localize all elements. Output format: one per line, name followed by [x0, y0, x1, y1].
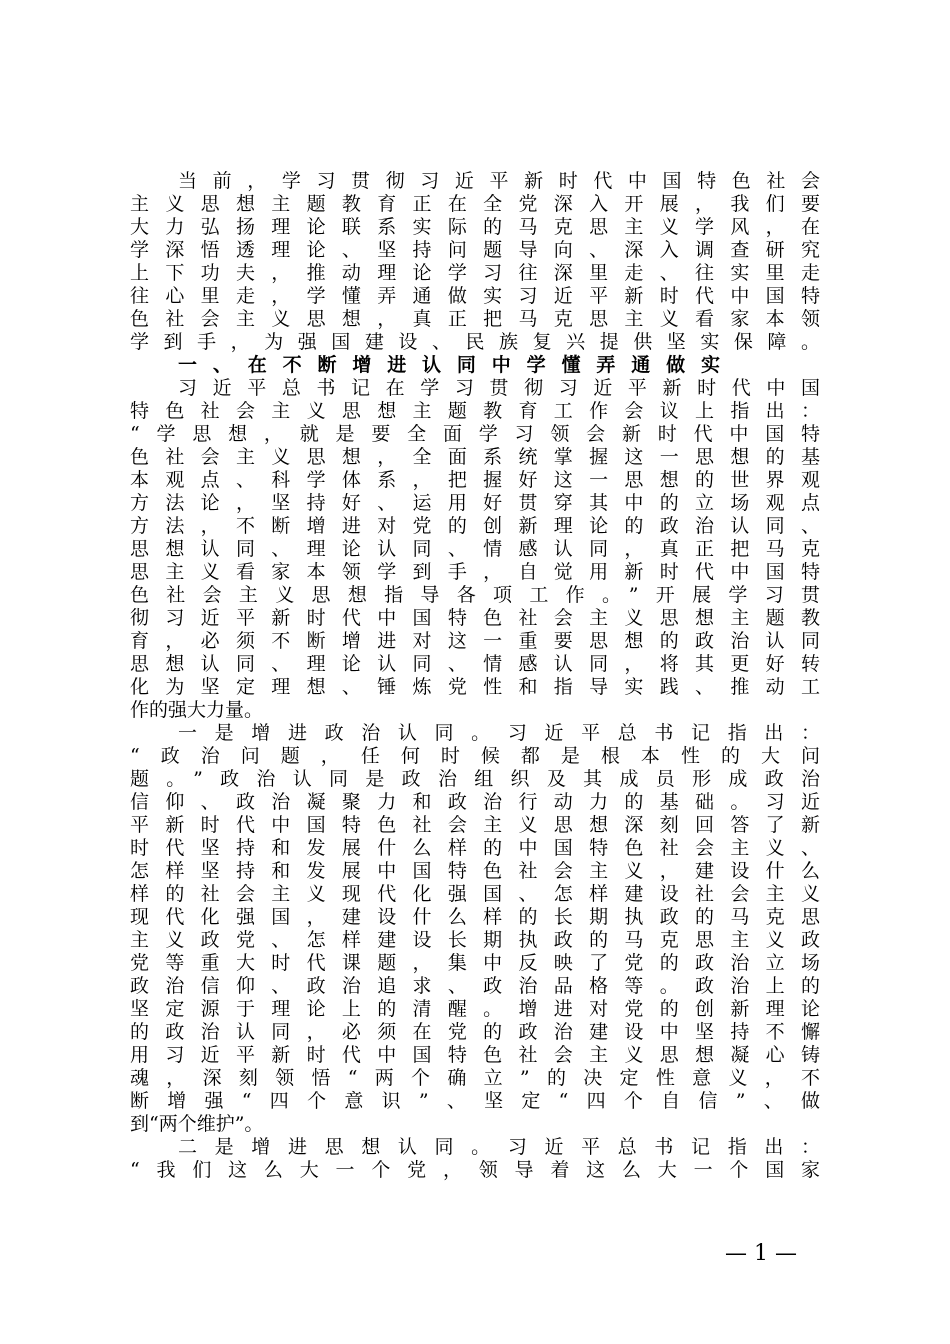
paragraph-line: 作的强大力量。 — [130, 699, 264, 721]
paragraph-line: 色社会主义思想，真正把马克思主义看家本领 — [130, 308, 820, 330]
paragraph-line: 色社会主义思想指导各项工作。”开展学习贯 — [130, 584, 820, 606]
paragraph-line: 育，必须不断增进对这一重要思想的政治认同 — [130, 630, 820, 652]
paragraph-line: 主义政党、怎样建设长期执政的马克思主义政 — [130, 929, 820, 951]
paragraph-line: “学思想，就是要全面学习领会新时代中国特 — [130, 423, 820, 445]
paragraph-line: 现代化强国，建设什么样的长期执政的马克思 — [130, 906, 820, 928]
paragraph-line: 用习近平新时代中国特色社会主义思想凝心铸 — [130, 1044, 820, 1066]
paragraph-line: 当前，学习贯彻习近平新时代中国特色社会 — [178, 170, 820, 192]
paragraph-line: 特色社会主义思想主题教育工作会议上指出： — [130, 400, 820, 422]
paragraph-line: 平新时代中国特色社会主义思想深刻回答了新 — [130, 814, 820, 836]
paragraph-line: 方法，不断增进对党的创新理论的政治认同、 — [130, 515, 820, 537]
body-text — [130, 170, 820, 1182]
paragraph-line: 怎样坚持和发展中国特色社会主义，建设什么 — [130, 860, 820, 882]
paragraph-line: 党等重大时代课题，集中反映了党的政治立场 — [130, 952, 820, 974]
paragraph-line: 方法论，坚持好、运用好贯穿其中的立场观点 — [130, 492, 820, 514]
paragraph-line: 色社会主义思想，全面系统掌握这一思想的基 — [130, 446, 820, 468]
paragraph-line: 时代坚持和发展什么样的中国特色社会主义、 — [130, 837, 820, 859]
section-heading: 一、在不断增进认同中学懂弄通做实 — [178, 354, 720, 376]
paragraph-line: 题。”政治认同是政治组织及其成员形成政治 — [130, 768, 820, 790]
paragraph-line: 一是增进政治认同。习近平总书记指出： — [178, 722, 820, 744]
paragraph-line: 断增强“四个意识”、坚定“四个自信”、做 — [130, 1090, 820, 1112]
paragraph-line: 习近平总书记在学习贯彻习近平新时代中国 — [178, 377, 820, 399]
paragraph-line: 信仰、政治凝聚力和政治行动力的基础。习近 — [130, 791, 820, 813]
paragraph-line: 样的社会主义现代化强国、怎样建设社会主义 — [130, 883, 820, 905]
paragraph-line: 主义思想主题教育正在全党深入开展，我们要 — [130, 193, 820, 215]
paragraph-line: “政治问题，任何时候都是根本性的大问 — [130, 745, 820, 767]
paragraph-line: “我们这么大一个党，领导着这么大一个国家 — [130, 1159, 820, 1181]
paragraph-line: 思主义看家本领学到手，自觉用新时代中国特 — [130, 561, 820, 583]
paragraph-line: 学到手，为强国建设、民族复兴提供坚实保障。 — [130, 331, 820, 353]
paragraph-line: 的政治认同，必须在党的政治建设中坚持不懈 — [130, 1021, 820, 1043]
paragraph-line: 上下功夫，推动理论学习往深里走、往实里走 — [130, 262, 820, 284]
page-number: — 1 — — [725, 1241, 797, 1266]
paragraph-line: 本观点、科学体系，把握好这一思想的世界观 — [130, 469, 820, 491]
paragraph-line: 往心里走，学懂弄通做实习近平新时代中国特 — [130, 285, 820, 307]
paragraph-line: 思想认同、理论认同、情感认同，将其更好转 — [130, 653, 820, 675]
paragraph-line: 彻习近平新时代中国特色社会主义思想主题教 — [130, 607, 820, 629]
paragraph-line: 政治信仰、政治追求、政治品格等。政治上的 — [130, 975, 820, 997]
paragraph-line: 魂，深刻领悟“两个确立”的决定性意义，不 — [130, 1067, 820, 1089]
paragraph-line: 大力弘扬理论联系实际的马克思主义学风，在 — [130, 216, 820, 238]
paragraph-line: 化为坚定理想、锤炼党性和指导实践、推动工 — [130, 676, 820, 698]
paragraph-line: 到“两个维护”。 — [130, 1113, 264, 1135]
paragraph-line: 坚定源于理论上的清醒。增进对党的创新理论 — [130, 998, 820, 1020]
paragraph-line: 学深悟透理论、坚持问题导向、深入调查研究 — [130, 239, 820, 261]
paragraph-line: 思想认同、理论认同、情感认同，真正把马克 — [130, 538, 820, 560]
paragraph-line: 二是增进思想认同。习近平总书记指出： — [178, 1136, 820, 1158]
